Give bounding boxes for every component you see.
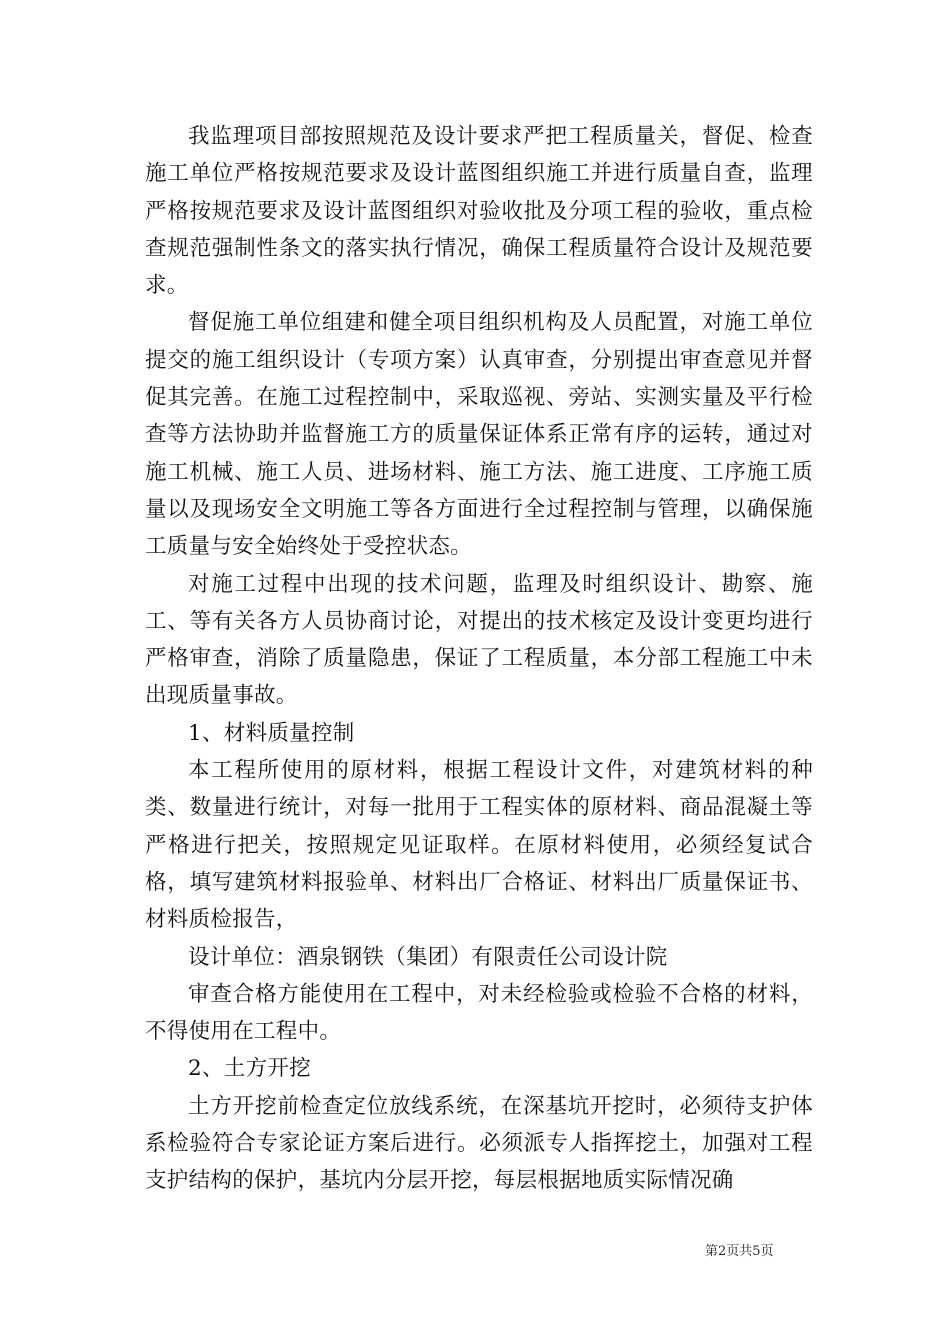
document-body [145,118,813,1200]
paragraph-quality-control: 我监理项目部按照规范及设计要求严把工程质量关，督促、检查施工单位严格按规范要求及设计蓝图组织施工并进行质量自查，监理严格按规范要求及设计蓝图组织对验收批及分项工程的验收，重点检查规范强制性条文的落实执行情况，确保工程质量符合设计及规范要求。 [145,124,813,299]
paragraph-technical-issues: 对施工过程中出现的技术问题，监理及时组织设计、勘察、施工、等有关各方人员协商讨论，对提出的技术核定及设计变更均进行严格审查，消除了质量隐患，保证了工程质量，本分部工程施工中未出现质量事故。 [145,571,813,709]
page-number-footer: 第2页共5页 [705,1244,774,1259]
paragraph-material-approval: 审查合格方能使用在工程中，对未经检验或检验不合格的材料，不得使用在工程中。 [145,981,813,1045]
design-unit-line: 设计单位：酒泉钢铁（集团）有限责任公司设计院 [188,944,668,970]
paragraph-earthwork: 土方开挖前检查定位放线系统，在深基坑开挖时，必须待支护体系检验符合专家论证方案后进行。必须派专人指挥挖土，加强对工程支护结构的保护，基坑内分层开挖，每层根据地质实际情况确 [145,1093,813,1194]
paragraph-materials: 本工程所使用的原材料，根据工程设计文件，对建筑材料的种类、数量进行统计，对每一批用于工程实体的原材料、商品混凝土等严格进行把关，按照规定见证取样。在原材料使用，必须经复试合格，填写建筑材料报验单、材料出厂合格证、材料出厂质量保证书、材料质检报告， [145,758,813,933]
paragraph-organization-review: 督促施工单位组建和健全项目组织机构及人员配置，对施工单位提交的施工组织设计（专项方案）认真审查，分别提出审查意见并督促其完善。在施工过程控制中，采取巡视、旁站、实测实量及平行检查等方法协助并监督施工方的质量保证体系正常有序的运转，通过对施工机械、施工人员、进场材料、施工方法、施工进度、工序施工质量以及现场安全文明施工等各方面进行全过程控制与管理，以确保施工质量与安全始终处于受控状态。 [145,310,813,560]
section-heading-material-quality: 1、材料质量控制 [188,720,355,746]
section-heading-earthwork: 2、土方开挖 [188,1056,311,1082]
